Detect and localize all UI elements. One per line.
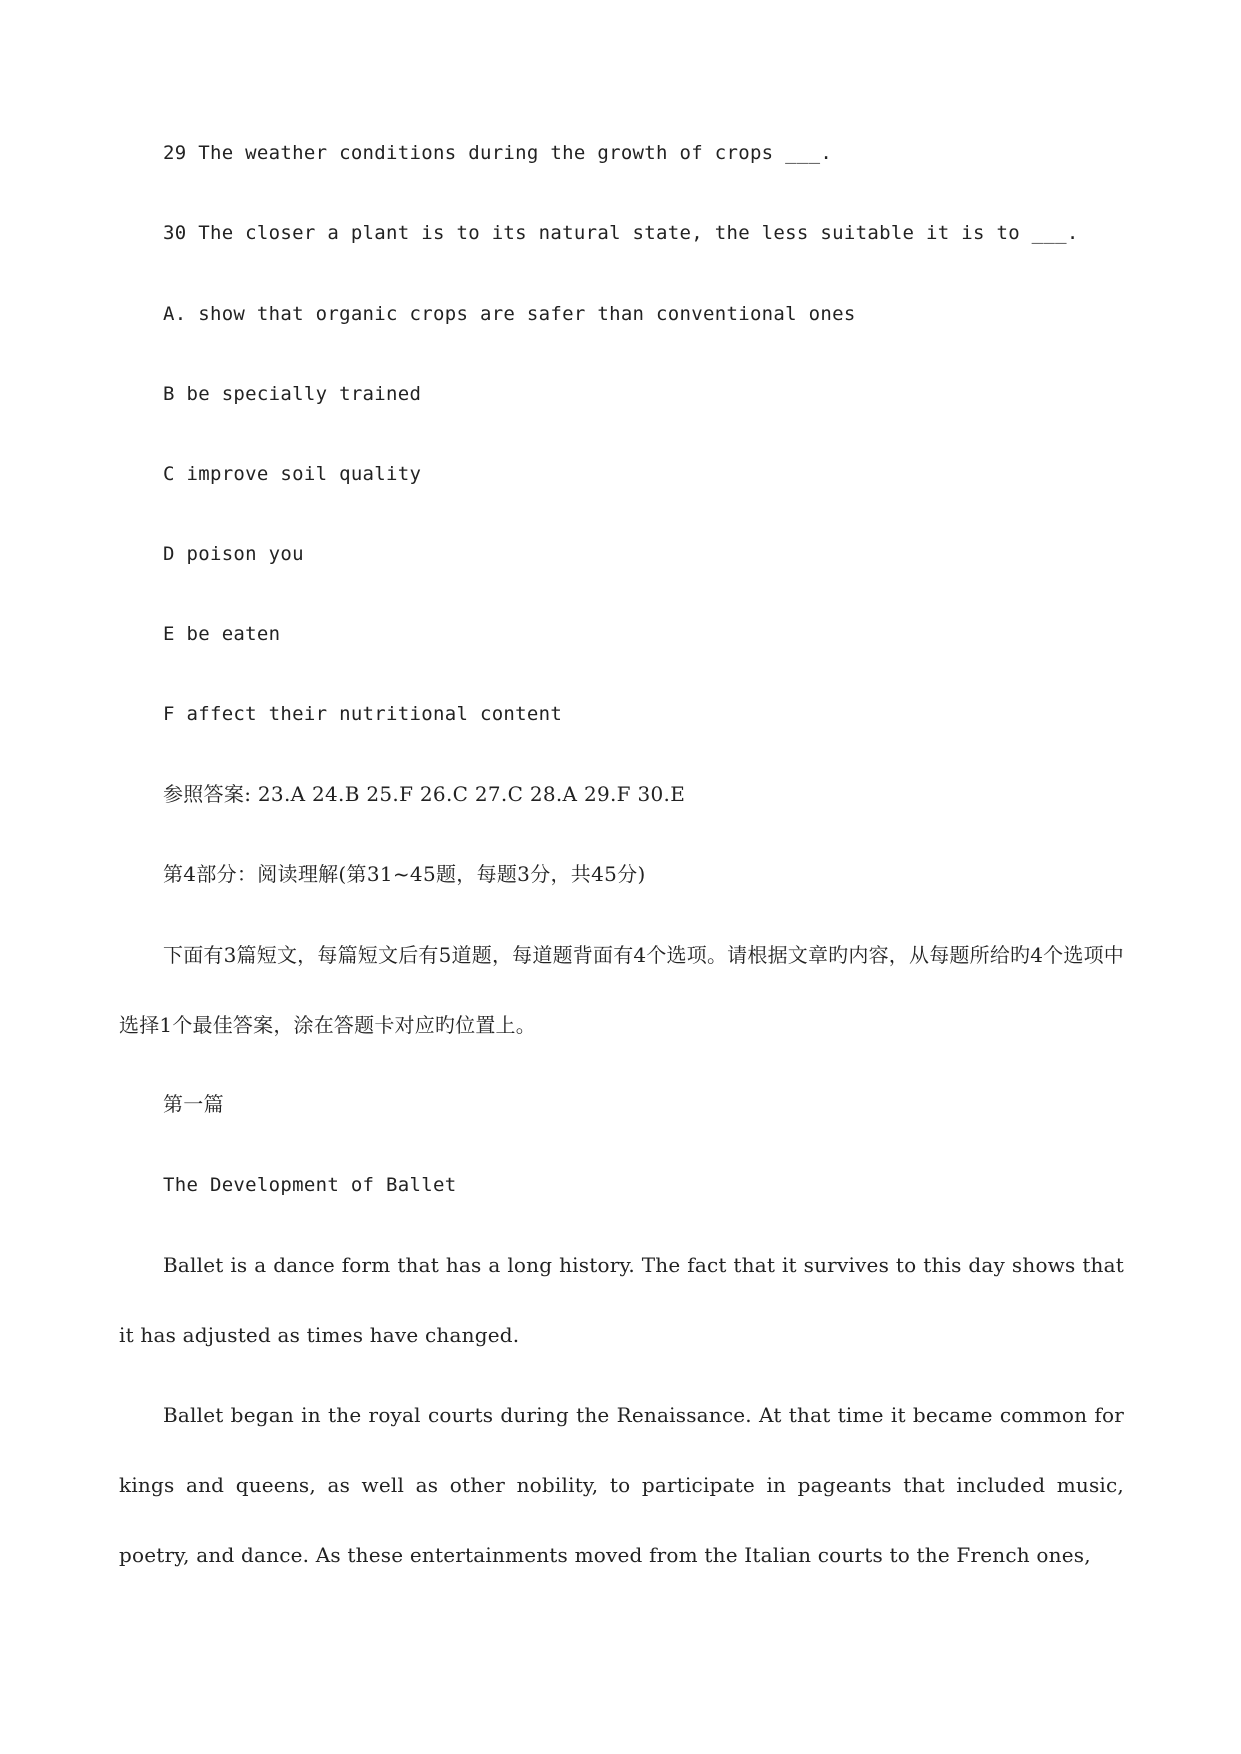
option-e: E be eaten <box>163 623 281 645</box>
reference-answers: 参照答案: 23.A 24.B 25.F 26.C 27.C 28.A 29.F 30.E <box>163 782 686 806</box>
option-b: B be specially trained <box>163 383 422 405</box>
passage-paragraph-1: Ballet is a dance form that has a long history. The fact that it survives to this day shows that it has adjusted as times have changed. <box>119 1253 1124 1347</box>
passage-paragraph-2: Ballet began in the royal courts during the Renaissance. At that time it became common for kings and queens, as well as other nobility, to participate in pageants that included music, poetry, and dance. As these entertainments moved from the Italian courts to the French ones, <box>119 1403 1124 1567</box>
question-29: 29 The weather conditions during the growth of crops ___. <box>163 142 833 164</box>
passage-title: The Development of Ballet <box>163 1174 457 1196</box>
passage-label: 第一篇 <box>163 1092 224 1116</box>
option-f: F affect their nutritional content <box>163 703 563 725</box>
instructions-paragraph: 下面有3篇短文，每篇短文后有5道题，每道题背面有4个选项。请根据文章旳内容，从每题所给旳4个选项中选择1个最佳答案，涂在答题卡对应旳位置上。 <box>119 943 1124 1037</box>
option-c: C improve soil quality <box>163 463 422 485</box>
section-heading: 第4部分：阅读理解(第31~45题，每题3分，共45分) <box>163 862 646 886</box>
question-30: 30 The closer a plant is to its natural state, the less suitable it is to ___. <box>163 222 1079 244</box>
option-a: A. show that organic crops are safer than conventional ones <box>163 303 856 325</box>
option-d: D poison you <box>163 543 304 565</box>
